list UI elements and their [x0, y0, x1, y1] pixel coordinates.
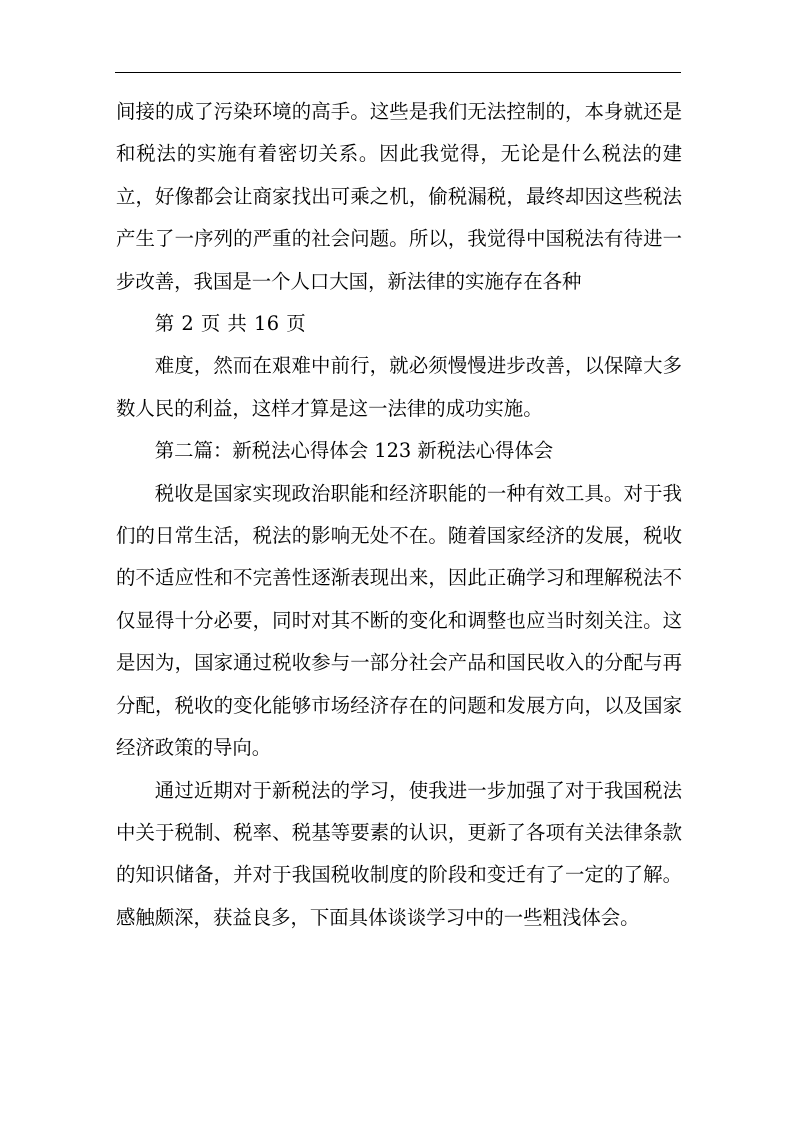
section-heading: 第二篇：新税法心得体会 123 新税法心得体会 [154, 439, 554, 463]
paragraph-learning-reflection: 通过近期对于新税法的学习，使我进一步加强了对于我国税法中关于税制、税率、税基等要素的认识，更新了各项有关法律条款的知识储备，并对于我国税收制度的阶段和变迁有了一定的了解。感触颇深，获益良多，下面具体谈谈学习中的一些粗浅体会。 [116, 778, 682, 929]
header-divider [115, 72, 681, 73]
page-number-text: 第 2 页 共 16 页 [154, 312, 307, 336]
paragraph-difficulty: 难度，然而在艰难中前行，就必须慢慢进步改善，以保障大多数人民的利益，这样才算是这一法律的成功实施。 [116, 354, 682, 420]
paragraph-tax-function: 税收是国家实现政治职能和经济职能的一种有效工具。对于我们的日常生活，税法的影响无处不在。随着国家经济的发展，税收的不适应性和不完善性逐渐表现出来，因此正确学习和理解税法不仅显得十分必要，同时对其不断的变化和调整也应当时刻关注。这是因为，国家通过税收参与一部分社会产品和国民收入的分配与再分配，税收的变化能够市场经济存在的问题和发展方向，以及国家经济政策的导向。 [116, 481, 682, 760]
paragraph-continuation: 间接的成了污染环境的高手。这些是我们无法控制的，本身就还是和税法的实施有着密切关系。因此我觉得，无论是什么税法的建立，好像都会让商家找出可乘之机，偷税漏税，最终却因这些税法产生了一序列的严重的社会问题。所以，我觉得中国税法有待进一步改善，我国是一个人口大国，新法律的实施存在各种 [116, 100, 682, 293]
document-body [116, 91, 682, 939]
